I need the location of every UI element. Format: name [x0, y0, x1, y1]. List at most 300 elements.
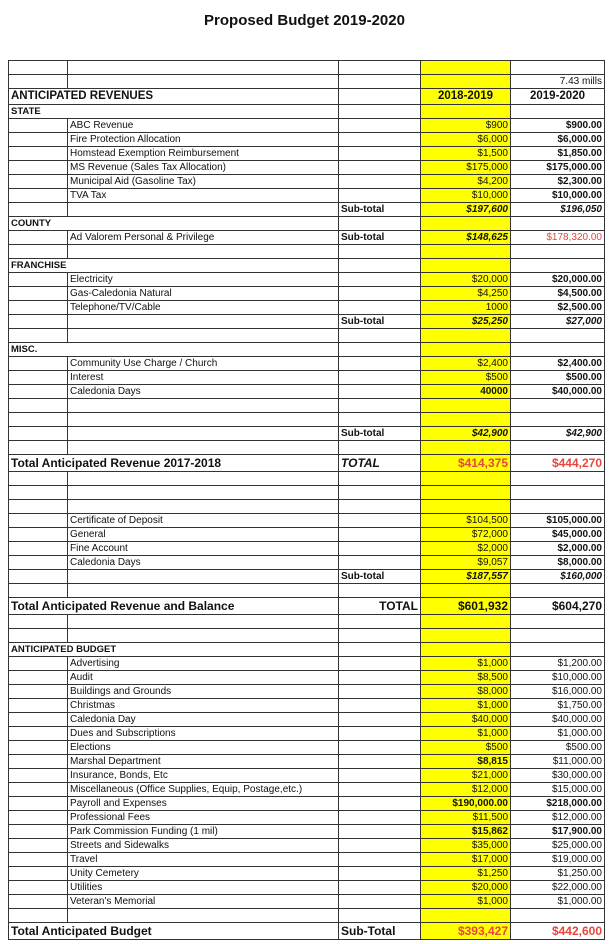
cell-c5 — [511, 615, 605, 629]
cell-c1 — [9, 839, 68, 853]
amount-2018-2019: $4,250 — [421, 287, 511, 301]
cell-c3 — [339, 727, 421, 741]
cell-c1 — [9, 783, 68, 797]
cell-c3 — [339, 413, 421, 427]
line-item-label: Christmas — [68, 699, 339, 713]
table-row — [9, 147, 605, 161]
cell-c4 — [421, 413, 511, 427]
table-row — [9, 175, 605, 189]
cell-c4 — [421, 75, 511, 89]
cell-c3 — [339, 528, 421, 542]
cell-c1 — [9, 175, 68, 189]
cell-c5 — [511, 245, 605, 259]
row-label: ANTICIPATED REVENUES — [9, 89, 339, 105]
cell-c2 — [68, 500, 339, 514]
table-row — [9, 825, 605, 839]
cell-c3 — [339, 895, 421, 909]
amount-2019-2020: $22,000.00 — [511, 881, 605, 895]
cell-c1 — [9, 287, 68, 301]
cell-c3: Sub-total — [339, 570, 421, 584]
cell-c3 — [339, 741, 421, 755]
line-item-label: Park Commission Funding (1 mil) — [68, 825, 339, 839]
amount-2018-2019: $8,815 — [421, 755, 511, 769]
cell-c3 — [339, 385, 421, 399]
cell-c4 — [421, 259, 511, 273]
cell-c1 — [9, 542, 68, 556]
cell-c3: Sub-total — [339, 231, 421, 245]
cell-c1 — [9, 713, 68, 727]
cell-c5 — [511, 259, 605, 273]
amount-2018-2019: $1,000 — [421, 657, 511, 671]
table-row — [9, 853, 605, 867]
line-item-label: Veteran's Memorial — [68, 895, 339, 909]
cell-c4 — [421, 61, 511, 75]
line-item-label: Fire Protection Allocation — [68, 133, 339, 147]
amount-2019-2020: $45,000.00 — [511, 528, 605, 542]
section-label: MISC. — [9, 343, 339, 357]
line-item-label: Certificate of Deposit — [68, 514, 339, 528]
cell-c3 — [339, 287, 421, 301]
amount-2018-2019: $15,862 — [421, 825, 511, 839]
total-row — [9, 598, 605, 615]
cell-c3 — [339, 867, 421, 881]
line-item-label: Telephone/TV/Cable — [68, 301, 339, 315]
cell-c3 — [339, 713, 421, 727]
table-row — [9, 357, 605, 371]
line-item-label: Interest — [68, 371, 339, 385]
cell-c3 — [339, 61, 421, 75]
amount-2019-2020: $10,000.00 — [511, 671, 605, 685]
cell-c1 — [9, 755, 68, 769]
line-item-label: Advertising — [68, 657, 339, 671]
amount-2018-2019: 1000 — [421, 301, 511, 315]
cell-c3 — [339, 629, 421, 643]
table-row — [9, 769, 605, 783]
section-label: FRANCHISE — [9, 259, 339, 273]
cell-c1 — [9, 629, 68, 643]
section-row — [9, 217, 605, 231]
amount-2019-2020: $218,000.00 — [511, 797, 605, 811]
header-row — [9, 89, 605, 105]
cell-c1 — [9, 413, 68, 427]
amount-2019-2020: $105,000.00 — [511, 514, 605, 528]
cell-c5 — [511, 909, 605, 923]
amount-2018-2019: $1,000 — [421, 727, 511, 741]
cell-c3: TOTAL — [339, 598, 421, 615]
amount-2019-2020: $40,000.00 — [511, 713, 605, 727]
line-item-label: ABC Revenue — [68, 119, 339, 133]
cell-c1 — [9, 385, 68, 399]
cell-c1 — [9, 231, 68, 245]
cell-c3: Sub-total — [339, 203, 421, 217]
blank-row — [9, 441, 605, 455]
cell-c1 — [9, 657, 68, 671]
cell-c1 — [9, 133, 68, 147]
amount-2018-2019: $4,200 — [421, 175, 511, 189]
cell-c1 — [9, 685, 68, 699]
subtotal-row — [9, 570, 605, 584]
cell-c1 — [9, 811, 68, 825]
amount-2018-2019: $8,000 — [421, 685, 511, 699]
cell-c3 — [339, 542, 421, 556]
amount-2018-2019: $20,000 — [421, 273, 511, 287]
cell-c2 — [68, 570, 339, 584]
amount-2018-2019: $72,000 — [421, 528, 511, 542]
cell-c3 — [339, 699, 421, 713]
cell-c5 — [511, 643, 605, 657]
cell-c4 — [421, 486, 511, 500]
line-item-label: Caledonia Days — [68, 556, 339, 570]
cell-c3: Sub-Total — [339, 923, 421, 940]
line-item-label: Fine Account — [68, 542, 339, 556]
cell-c2 — [68, 399, 339, 413]
line-item-label: Marshal Department — [68, 755, 339, 769]
cell-c1 — [9, 769, 68, 783]
cell-c1 — [9, 741, 68, 755]
cell-c3 — [339, 500, 421, 514]
cell-c3 — [339, 371, 421, 385]
cell-c2 — [68, 909, 339, 923]
subtotal-row — [9, 231, 605, 245]
amount-2019-2020: $1,850.00 — [511, 147, 605, 161]
amount-2018-2019: $1,000 — [421, 895, 511, 909]
amount-2019-2020: $160,000 — [511, 570, 605, 584]
amount-2019-2020: $442,600 — [511, 923, 605, 940]
section-row — [9, 105, 605, 119]
blank-row — [9, 413, 605, 427]
cell-c1 — [9, 867, 68, 881]
cell-c5 — [511, 105, 605, 119]
amount-2018-2019: 40000 — [421, 385, 511, 399]
amount-2019-2020: $30,000.00 — [511, 769, 605, 783]
cell-c4 — [421, 615, 511, 629]
line-item-label: Electricity — [68, 273, 339, 287]
cell-c1 — [9, 881, 68, 895]
cell-c3 — [339, 399, 421, 413]
cell-c5 — [511, 343, 605, 357]
cell-c1 — [9, 203, 68, 217]
amount-2019-2020: 2019-2020 — [511, 89, 605, 105]
amount-2018-2019: $1,000 — [421, 699, 511, 713]
cell-c4 — [421, 500, 511, 514]
cell-c4 — [421, 909, 511, 923]
amount-2019-2020: $2,500.00 — [511, 301, 605, 315]
cell-c1 — [9, 75, 68, 89]
line-item-label: Caledonia Day — [68, 713, 339, 727]
cell-c2 — [68, 203, 339, 217]
section-row — [9, 259, 605, 273]
cell-c1 — [9, 528, 68, 542]
cell-c5 — [511, 413, 605, 427]
cell-c5 — [511, 486, 605, 500]
line-item-label: Miscellaneous (Office Supplies, Equip, Postage,etc.) — [68, 783, 339, 797]
cell-c2 — [68, 75, 339, 89]
amount-2018-2019: $900 — [421, 119, 511, 133]
cell-c5 — [511, 441, 605, 455]
table-row — [9, 556, 605, 570]
amount-2018-2019: $35,000 — [421, 839, 511, 853]
cell-c3 — [339, 89, 421, 105]
blank-row — [9, 486, 605, 500]
cell-c3 — [339, 486, 421, 500]
cell-c2 — [68, 245, 339, 259]
section-label: ANTICIPATED BUDGET — [9, 643, 339, 657]
amount-2019-2020: $178,320.00 — [511, 231, 605, 245]
amount-2018-2019: $1,500 — [421, 147, 511, 161]
cell-c3 — [339, 75, 421, 89]
cell-c2 — [68, 61, 339, 75]
blank-row — [9, 245, 605, 259]
cell-c3 — [339, 584, 421, 598]
table-row — [9, 699, 605, 713]
cell-c5 — [511, 61, 605, 75]
amount-2018-2019: $20,000 — [421, 881, 511, 895]
table-row — [9, 713, 605, 727]
amount-2019-2020: $15,000.00 — [511, 783, 605, 797]
cell-c1 — [9, 895, 68, 909]
budget-table — [8, 60, 605, 940]
amount-2018-2019: $8,500 — [421, 671, 511, 685]
amount-2019-2020: $40,000.00 — [511, 385, 605, 399]
amount-2019-2020: $8,000.00 — [511, 556, 605, 570]
amount-2018-2019: $1,250 — [421, 867, 511, 881]
cell-c3 — [339, 615, 421, 629]
line-item-label: General — [68, 528, 339, 542]
amount-2019-2020: $1,250.00 — [511, 867, 605, 881]
cell-c3 — [339, 343, 421, 357]
subtotal-row — [9, 315, 605, 329]
table-row — [9, 301, 605, 315]
cell-c1 — [9, 853, 68, 867]
cell-c1 — [9, 61, 68, 75]
amount-2019-2020: $2,300.00 — [511, 175, 605, 189]
cell-c3 — [339, 825, 421, 839]
cell-c3 — [339, 657, 421, 671]
cell-c3 — [339, 514, 421, 528]
cell-c3 — [339, 245, 421, 259]
cell-c1 — [9, 315, 68, 329]
table-row — [9, 119, 605, 133]
cell-c2 — [68, 315, 339, 329]
table-row — [9, 542, 605, 556]
amount-2018-2019: $2,400 — [421, 357, 511, 371]
cell-c3 — [339, 119, 421, 133]
total-row — [9, 923, 605, 940]
cell-c1 — [9, 147, 68, 161]
cell-c3 — [339, 755, 421, 769]
amount-2019-2020: $12,000.00 — [511, 811, 605, 825]
cell-c3 — [339, 329, 421, 343]
blank-row — [9, 584, 605, 598]
cell-c3 — [339, 133, 421, 147]
cell-c3 — [339, 556, 421, 570]
table-row — [9, 273, 605, 287]
cell-c2 — [68, 584, 339, 598]
cell-c3 — [339, 273, 421, 287]
table-row — [9, 811, 605, 825]
amount-2018-2019: $21,000 — [421, 769, 511, 783]
line-item-label: Payroll and Expenses — [68, 797, 339, 811]
cell-c5 — [511, 472, 605, 486]
cell-c3 — [339, 259, 421, 273]
cell-c1 — [9, 472, 68, 486]
cell-c1 — [9, 699, 68, 713]
cell-c4 — [421, 472, 511, 486]
amount-2018-2019: $11,500 — [421, 811, 511, 825]
amount-2019-2020: $25,000.00 — [511, 839, 605, 853]
amount-2018-2019: $12,000 — [421, 783, 511, 797]
table-row — [9, 867, 605, 881]
cell-c1 — [9, 399, 68, 413]
cell-c3 — [339, 811, 421, 825]
line-item-label: Dues and Subscriptions — [68, 727, 339, 741]
cell-c1 — [9, 825, 68, 839]
cell-c4 — [421, 343, 511, 357]
subtotal-row — [9, 427, 605, 441]
cell-c1 — [9, 371, 68, 385]
amount-2019-2020: $10,000.00 — [511, 189, 605, 203]
amount-2018-2019: $500 — [421, 741, 511, 755]
amount-2018-2019: $414,375 — [421, 455, 511, 472]
blank-row — [9, 629, 605, 643]
amount-2018-2019: $197,600 — [421, 203, 511, 217]
cell-c2 — [68, 441, 339, 455]
blank-row — [9, 615, 605, 629]
cell-c4 — [421, 399, 511, 413]
cell-c2 — [68, 629, 339, 643]
cell-c1 — [9, 797, 68, 811]
blank-row — [9, 75, 605, 89]
line-item-label: Unity Cemetery — [68, 867, 339, 881]
cell-c3 — [339, 685, 421, 699]
amount-2019-2020: $20,000.00 — [511, 273, 605, 287]
amount-2019-2020: $2,400.00 — [511, 357, 605, 371]
line-item-label: Homstead Exemption Reimbursement — [68, 147, 339, 161]
line-item-label: Gas-Caledonia Natural — [68, 287, 339, 301]
amount-2019-2020: $500.00 — [511, 371, 605, 385]
line-item-label: Buildings and Grounds — [68, 685, 339, 699]
line-item-label: Professional Fees — [68, 811, 339, 825]
cell-c5 — [511, 584, 605, 598]
section-row — [9, 343, 605, 357]
amount-2019-2020: $6,000.00 — [511, 133, 605, 147]
line-item-label: Travel — [68, 853, 339, 867]
amount-2019-2020: $1,750.00 — [511, 699, 605, 713]
cell-c3 — [339, 881, 421, 895]
cell-c3 — [339, 175, 421, 189]
amount-2019-2020: $1,000.00 — [511, 727, 605, 741]
table-row — [9, 755, 605, 769]
cell-c1 — [9, 556, 68, 570]
cell-c1 — [9, 514, 68, 528]
amount-2018-2019: $601,932 — [421, 598, 511, 615]
blank-row — [9, 329, 605, 343]
cell-c2 — [68, 427, 339, 441]
amount-2019-2020: $27,000 — [511, 315, 605, 329]
amount-2018-2019: $187,557 — [421, 570, 511, 584]
table-row — [9, 528, 605, 542]
cell-c3 — [339, 105, 421, 119]
amount-2018-2019: $175,000 — [421, 161, 511, 175]
cell-c4 — [421, 329, 511, 343]
table-row — [9, 385, 605, 399]
table-row — [9, 189, 605, 203]
amount-2019-2020: $175,000.00 — [511, 161, 605, 175]
amount-2018-2019: $2,000 — [421, 542, 511, 556]
table-row — [9, 161, 605, 175]
table-row — [9, 371, 605, 385]
page-title: Proposed Budget 2019-2020 — [204, 12, 405, 29]
cell-c2 — [68, 329, 339, 343]
cell-c3 — [339, 769, 421, 783]
amount-2018-2019: $6,000 — [421, 133, 511, 147]
cell-c3: Sub-total — [339, 427, 421, 441]
cell-c4 — [421, 441, 511, 455]
cell-c3 — [339, 217, 421, 231]
cell-c1 — [9, 570, 68, 584]
line-item-label: Elections — [68, 741, 339, 755]
table-row — [9, 727, 605, 741]
amount-2019-2020: $900.00 — [511, 119, 605, 133]
amount-2018-2019: $10,000 — [421, 189, 511, 203]
line-item-label: Utilities — [68, 881, 339, 895]
amount-2018-2019: $42,900 — [421, 427, 511, 441]
line-item-label: Ad Valorem Personal & Privilege — [68, 231, 339, 245]
cell-c3 — [339, 147, 421, 161]
line-item-label: Municipal Aid (Gasoline Tax) — [68, 175, 339, 189]
cell-c4 — [421, 245, 511, 259]
amount-2019-2020: $604,270 — [511, 598, 605, 615]
section-label: STATE — [9, 105, 339, 119]
cell-c4 — [421, 643, 511, 657]
amount-2019-2020: $17,900.00 — [511, 825, 605, 839]
row-label: Total Anticipated Budget — [9, 923, 339, 940]
table-row — [9, 839, 605, 853]
blank-row — [9, 909, 605, 923]
amount-2018-2019: $500 — [421, 371, 511, 385]
table-row — [9, 657, 605, 671]
amount-2018-2019: $190,000.00 — [421, 797, 511, 811]
cell-c1 — [9, 500, 68, 514]
amount-2019-2020: $1,200.00 — [511, 657, 605, 671]
table-row — [9, 671, 605, 685]
cell-c2 — [68, 413, 339, 427]
amount-2019-2020: $19,000.00 — [511, 853, 605, 867]
cell-c1 — [9, 441, 68, 455]
cell-c3 — [339, 853, 421, 867]
cell-c1 — [9, 909, 68, 923]
table-row — [9, 783, 605, 797]
cell-c3 — [339, 161, 421, 175]
cell-c2 — [68, 472, 339, 486]
cell-c5 — [511, 500, 605, 514]
line-item-label: Community Use Charge / Church — [68, 357, 339, 371]
amount-2018-2019: $9,057 — [421, 556, 511, 570]
amount-2018-2019: $393,427 — [421, 923, 511, 940]
cell-c5 — [511, 329, 605, 343]
cell-c4 — [421, 217, 511, 231]
table-row — [9, 741, 605, 755]
amount-2018-2019: $40,000 — [421, 713, 511, 727]
table-row — [9, 685, 605, 699]
blank-row — [9, 399, 605, 413]
blank-row — [9, 500, 605, 514]
cell-c1 — [9, 615, 68, 629]
cell-c1 — [9, 727, 68, 741]
amount-2019-2020: 7.43 mills — [511, 75, 605, 89]
line-item-label: TVA Tax — [68, 189, 339, 203]
cell-c3 — [339, 839, 421, 853]
